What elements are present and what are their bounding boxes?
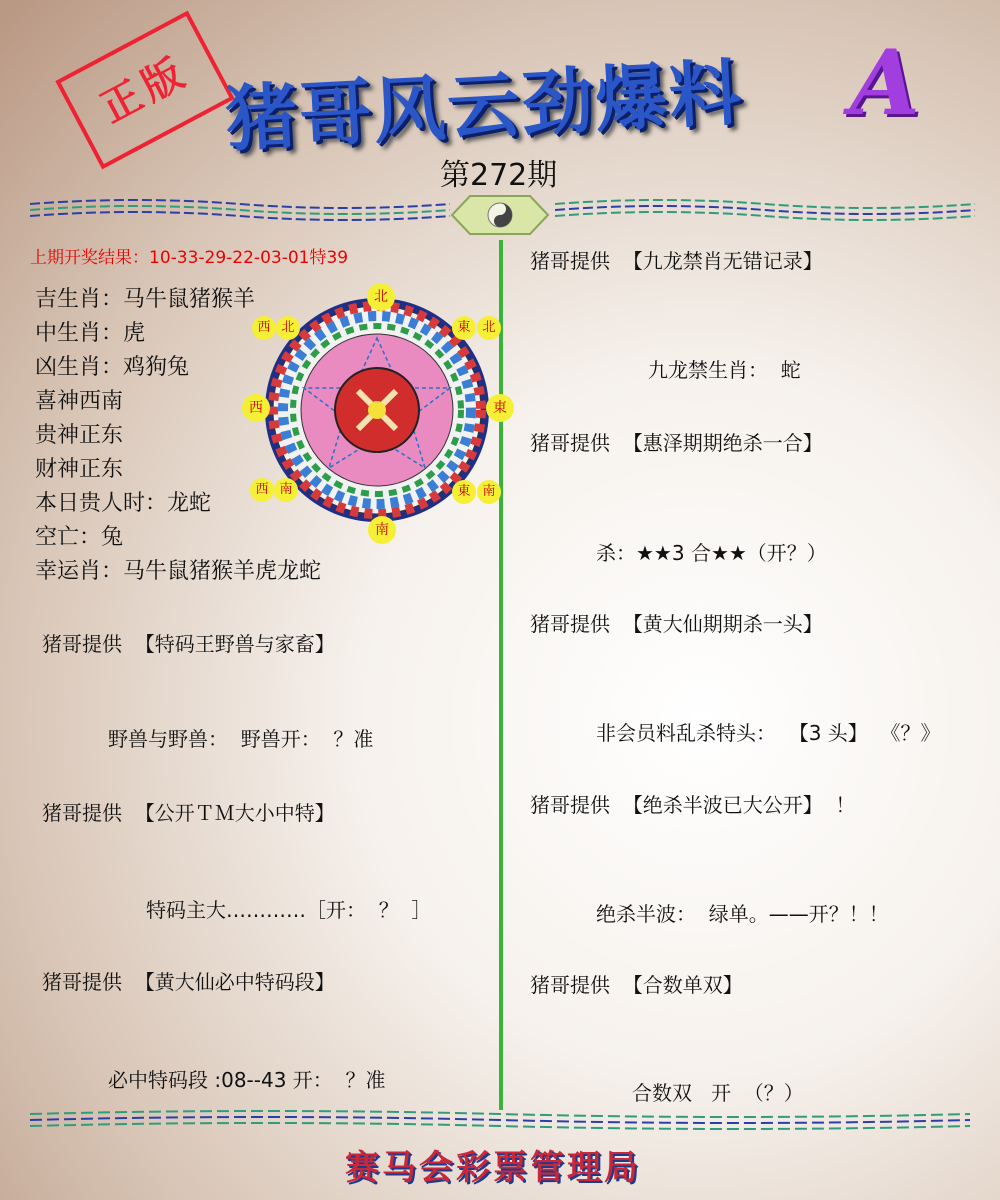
fact-lucky-zodiac: 吉生肖：马牛鼠猪猴羊 xyxy=(35,287,256,312)
right-section-2-body: 杀：★★3 合★★（开？） xyxy=(596,541,827,565)
fact-noble-god: 贵神正东 xyxy=(35,423,124,448)
compass-sw-a: 西 xyxy=(250,478,274,502)
compass-ne-a: 東 xyxy=(452,316,476,340)
right-section-5-body: 合数双 开 （？） xyxy=(632,1081,804,1105)
wave-divider-left xyxy=(30,196,450,226)
authentic-stamp: 正版 xyxy=(55,11,234,170)
compass-sw-b: 南 xyxy=(274,478,298,502)
compass-ne-b: 北 xyxy=(477,316,501,340)
compass-north: 北 xyxy=(367,283,395,311)
issue-number: 第272期 xyxy=(440,158,558,193)
left-section-3-head: 猪哥提供 【黄大仙必中特码段】 xyxy=(42,970,335,994)
edition-badge: A xyxy=(850,30,920,136)
compass-nw-a: 西 xyxy=(252,316,276,340)
compass-south: 南 xyxy=(368,516,396,544)
left-section-2-head: 猪哥提供 【公开ＴＭ大小中特】 xyxy=(42,801,335,825)
fact-unlucky-zodiac: 凶生肖：鸡狗兔 xyxy=(35,355,190,380)
right-section-3-body: 非会员料乱杀特头： 【3 头】 《？》 xyxy=(596,721,941,745)
right-section-4-body: 绝杀半波： 绿单。——开？！！ xyxy=(596,902,889,926)
left-section-1-head: 猪哥提供 【特码王野兽与家畜】 xyxy=(42,632,335,656)
last-draw-result: 上期开奖结果：10-33-29-22-03-01特39 xyxy=(30,248,349,268)
compass-east: 東 xyxy=(486,394,514,422)
fact-neutral-zodiac: 中生肖：虎 xyxy=(35,321,146,346)
fact-noble-hour: 本日贵人时：龙蛇 xyxy=(35,491,212,516)
compass-se-a: 東 xyxy=(452,480,476,504)
wave-divider-bottom xyxy=(30,1108,970,1132)
right-section-5-head: 猪哥提供 【合数单双】 xyxy=(530,973,743,997)
compass-west: 西 xyxy=(242,394,270,422)
right-section-4-head: 猪哥提供 【绝杀半波已大公开】 ！ xyxy=(530,793,856,817)
wave-divider-right xyxy=(555,196,975,226)
fact-wealth-god: 财神正东 xyxy=(35,457,124,482)
left-section-2-body: 特码主大…………［开： ？ ］ xyxy=(146,898,432,922)
compass-nw-b: 北 xyxy=(276,316,300,340)
left-section-3-body: 必中特码段 :08--43 开： ？准 xyxy=(108,1068,386,1092)
poster-title: 猪哥风云劲爆料 xyxy=(223,49,746,162)
right-section-2-head: 猪哥提供 【惠泽期期绝杀一合】 xyxy=(530,431,823,455)
fact-joy-god: 喜神西南 xyxy=(35,389,124,414)
fact-void: 空亡：兔 xyxy=(35,525,124,550)
right-section-1-body: 九龙禁生肖： 蛇 xyxy=(648,358,801,382)
right-section-1-head: 猪哥提供 【九龙禁肖无错记录】 xyxy=(530,249,823,273)
left-section-1-body: 野兽与野兽： 野兽开： ？准 xyxy=(108,727,374,751)
fact-lucky-signs: 幸运肖：马牛鼠猪猴羊虎龙蛇 xyxy=(35,559,322,584)
bagua-icon xyxy=(450,192,550,238)
footer-publisher: 赛马会彩票管理局 xyxy=(345,1148,641,1188)
compass-se-b: 南 xyxy=(477,480,501,504)
right-section-3-head: 猪哥提供 【黄大仙期期杀一头】 xyxy=(530,612,823,636)
